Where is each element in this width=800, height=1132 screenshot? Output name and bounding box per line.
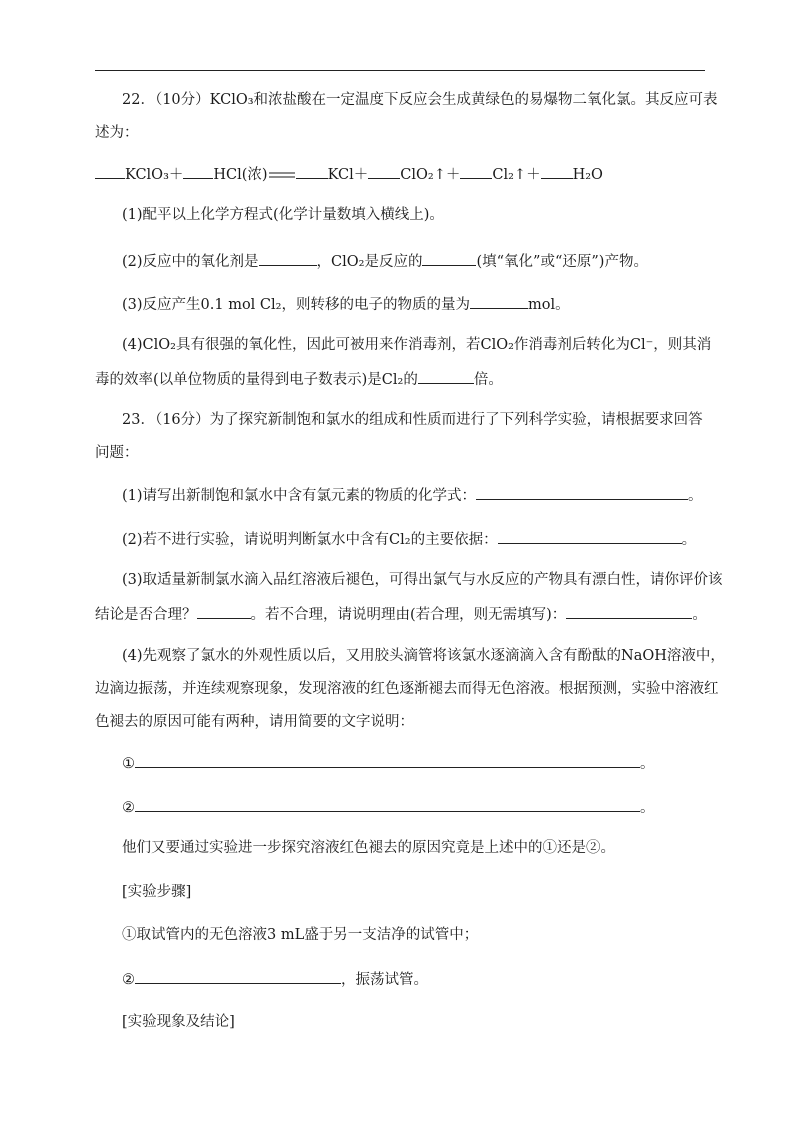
q23-part2 xyxy=(122,528,696,550)
eq-term-kclo3: KClO₃＋ xyxy=(125,167,184,183)
q23-part4-line3: 色褪去的原因可能有两种，请用简要的文字说明： xyxy=(95,714,414,730)
q23-part4-line1: (4)先观察了氯水的外观性质以后，又用胶头滴管将该氯水逐滴滴入含有酚酞的NaOH溶液中， xyxy=(122,648,725,664)
blank-hcl-coefficient[interactable] xyxy=(183,163,213,179)
q22-equation xyxy=(95,163,603,185)
blank-oxidant[interactable] xyxy=(259,250,317,266)
q23-part3-text-a: 结论是否合理？ xyxy=(95,607,197,623)
step2-label: ② xyxy=(122,972,135,988)
cause-two-period: 。 xyxy=(640,800,655,816)
circled-one-label: ① xyxy=(122,756,135,772)
experiment-steps-heading: [实验步骤] xyxy=(122,884,192,900)
experiment-results-heading: [实验现象及结论] xyxy=(122,1014,235,1030)
q22-part4-line1: (4)ClO₂具有很强的氧化性，因此可被用来作消毒剂，若ClO₂作消毒剂后转化为Cl⁻，则其消 xyxy=(122,337,712,353)
blank-reason[interactable] xyxy=(566,603,692,619)
blank-cl2-evidence[interactable] xyxy=(498,528,682,544)
circled-two-label: ② xyxy=(122,800,135,816)
q23-part1-text: (1)请写出新制饱和氯水中含有氯元素的物质的化学式： xyxy=(122,488,477,504)
q22-part3-text-a: (3)反应产生0.1 mol Cl₂，则转移的电子的物质的量为 xyxy=(122,297,470,313)
eq-term-hcl: HCl(浓) xyxy=(213,167,268,183)
blank-step-two[interactable] xyxy=(135,968,341,984)
experiment-step1: ①取试管内的无色溶液3 mL盛于另一支洁净的试管中； xyxy=(122,927,479,943)
q22-part2 xyxy=(122,250,648,272)
eq-term-clo2: ClO₂↑＋ xyxy=(400,167,461,183)
q23-cause2 xyxy=(122,796,655,818)
q22-part4-text-b: 倍。 xyxy=(473,372,503,388)
eq-term-cl2: Cl₂↑＋ xyxy=(492,167,541,183)
blank-cause-one[interactable] xyxy=(135,752,640,768)
blank-cl2-coefficient[interactable] xyxy=(460,163,492,179)
blank-electron-moles[interactable] xyxy=(470,293,528,309)
blank-clo2-coefficient[interactable] xyxy=(368,163,400,179)
eq-term-kcl: KCl＋ xyxy=(327,167,369,183)
q22-part1: (1)配平以上化学方程式(化学计量数填入横线上)。 xyxy=(122,207,444,223)
blank-kclo3-coefficient[interactable] xyxy=(95,163,125,179)
eq-term-h2o: H₂O xyxy=(572,167,603,183)
equals-sign-icon xyxy=(268,170,296,180)
q23-cause1 xyxy=(122,752,655,774)
q22-intro-line2: 述为： xyxy=(95,125,139,141)
blank-product-type[interactable] xyxy=(422,250,476,266)
q23-part1-period: 。 xyxy=(688,488,703,504)
q23-intro-line2: 问题： xyxy=(95,445,139,461)
header-rule xyxy=(95,70,705,71)
q23-part1 xyxy=(122,484,703,506)
blank-kcl-coefficient[interactable] xyxy=(296,163,328,179)
q22-part2-text-a: (2)反应中的氧化剂是 xyxy=(122,254,259,270)
cause-one-period: 。 xyxy=(640,756,655,772)
q23-part3-text-b: 。若不合理，请说明理由(若合理，则无需填写)： xyxy=(250,607,567,623)
q23-further-study: 他们又要通过实验进一步探究溶液红色褪去的原因究竟是上述中的①还是②。 xyxy=(122,840,615,856)
q22-part2-text-b: ，ClO₂是反应的 xyxy=(316,254,423,270)
q22-part2-text-c: (填“氧化”或“还原”)产物。 xyxy=(476,254,648,270)
blank-cause-two[interactable] xyxy=(135,796,640,812)
q23-intro-line1: 23．（16分）为了探究新制饱和氯水的组成和性质而进行了下列科学实验，请根据要求回答 xyxy=(122,412,703,428)
q23-part3-line2 xyxy=(95,603,707,625)
q23-part2-text: (2)若不进行实验，请说明判断氯水中含有Cl₂的主要依据： xyxy=(122,532,498,548)
q23-part4-line2: 边滴边振荡，并连续观察现象，发现溶液的红色逐渐褪去而得无色溶液。根据预测，实验中溶液红 xyxy=(95,681,719,697)
step2-text: ，振荡试管。 xyxy=(341,972,428,988)
q23-part2-period: 。 xyxy=(681,532,697,548)
blank-h2o-coefficient[interactable] xyxy=(541,163,573,179)
q22-part3-text-b: mol。 xyxy=(527,297,570,313)
q22-part4-text-a: 毒的效率(以单位物质的量得到电子数表示)是Cl₂的 xyxy=(95,372,418,388)
q22-part4-line2 xyxy=(95,368,503,390)
q23-part3-period: 。 xyxy=(692,607,707,623)
q22-intro-line1: 22．（10分）KClO₃和浓盐酸在一定温度下反应会生成黄绿色的易爆物二氧化氯。其反应可表 xyxy=(122,92,718,108)
blank-efficiency-ratio[interactable] xyxy=(418,368,474,384)
blank-reasonable[interactable] xyxy=(197,603,251,619)
blank-chlorine-species[interactable] xyxy=(476,484,688,500)
q23-part3-line1: (3)取适量新制氯水滴入品红溶液后褪色，可得出氯气与水反应的产物具有漂白性，请你评价该 xyxy=(122,572,723,588)
experiment-step2 xyxy=(122,968,428,990)
q22-part3 xyxy=(122,293,570,315)
